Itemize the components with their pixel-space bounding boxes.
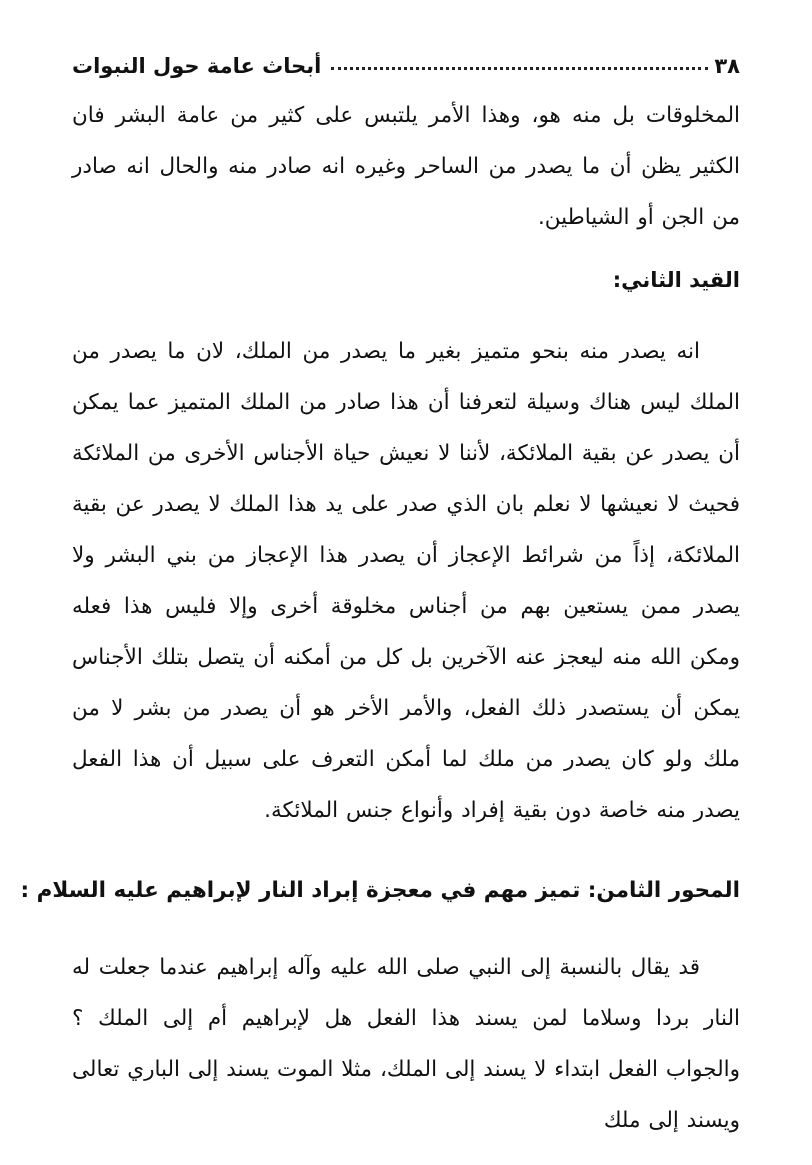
page-number: ٣٨	[714, 54, 740, 78]
section-heading-second-condition: القيد الثاني:	[612, 268, 740, 292]
running-title: أبحاث عامة حول النبوات	[72, 54, 322, 78]
header-dot-leader	[331, 67, 708, 70]
section-heading-eighth-axis: المحور الثامن: تميز مهم في معجزة إبراد النار لإبراهيم عليه السلام :	[20, 878, 740, 903]
page-header	[72, 38, 740, 78]
paragraph-2: انه يصدر منه بنحو متميز بغير ما يصدر من الملك، لان ما يصدر من الملك ليس هناك وسيلة لتعرفنا أن هذا صادر من الملك المتميز عما يمكن أن يصدر عن بقية الملائكة، لأننا لا نعيش حياة الأجناس الأخرى من الملائكة فحيث لا نعيشها لا نعلم بان الذي صدر على يد هذا الملك لا يصدر عن بقية الملائكة، إذاً من شرائط الإعجاز أن يصدر هذا الإعجاز من بني البشر ولا يصدر ممن يستعين بهم من أجناس مخلوقة أخرى وإلا فليس هذا فعله ومكن الله منه ليعجز عنه الآخرين بل كل من أمكنه أن يتصل بتلك الأجناس يمكن أن يستصدر ذلك الفعل، والأمر الأخر هو أن يصدر من بشر لا من ملك ولو كان يصدر من ملك لما أمكن التعرف على سبيل أن هذا الفعل يصدر منه خاصة دون بقية إفراد وأنواع جنس الملائكة.	[72, 339, 740, 823]
paragraph-3: قد يقال بالنسبة إلى النبي صلى الله عليه وآله إبراهيم عندما جعلت له النار بردا وسلاما لمن يسند هذا الفعل هل لإبراهيم أم إلى الملك ؟ والجواب الفعل ابتداء لا يسند إلى الملك، مثلا الموت يسند إلى الباري تعالى ويسند إلى ملك	[72, 955, 740, 1133]
paragraph-1: المخلوقات بل منه هو، وهذا الأمر يلتبس على كثير من عامة البشر فان الكثير يظن أن ما يصدر من الساحر وغيره انه صادر منه والحال انه صادر من الجن أو الشياطين.	[72, 103, 740, 230]
